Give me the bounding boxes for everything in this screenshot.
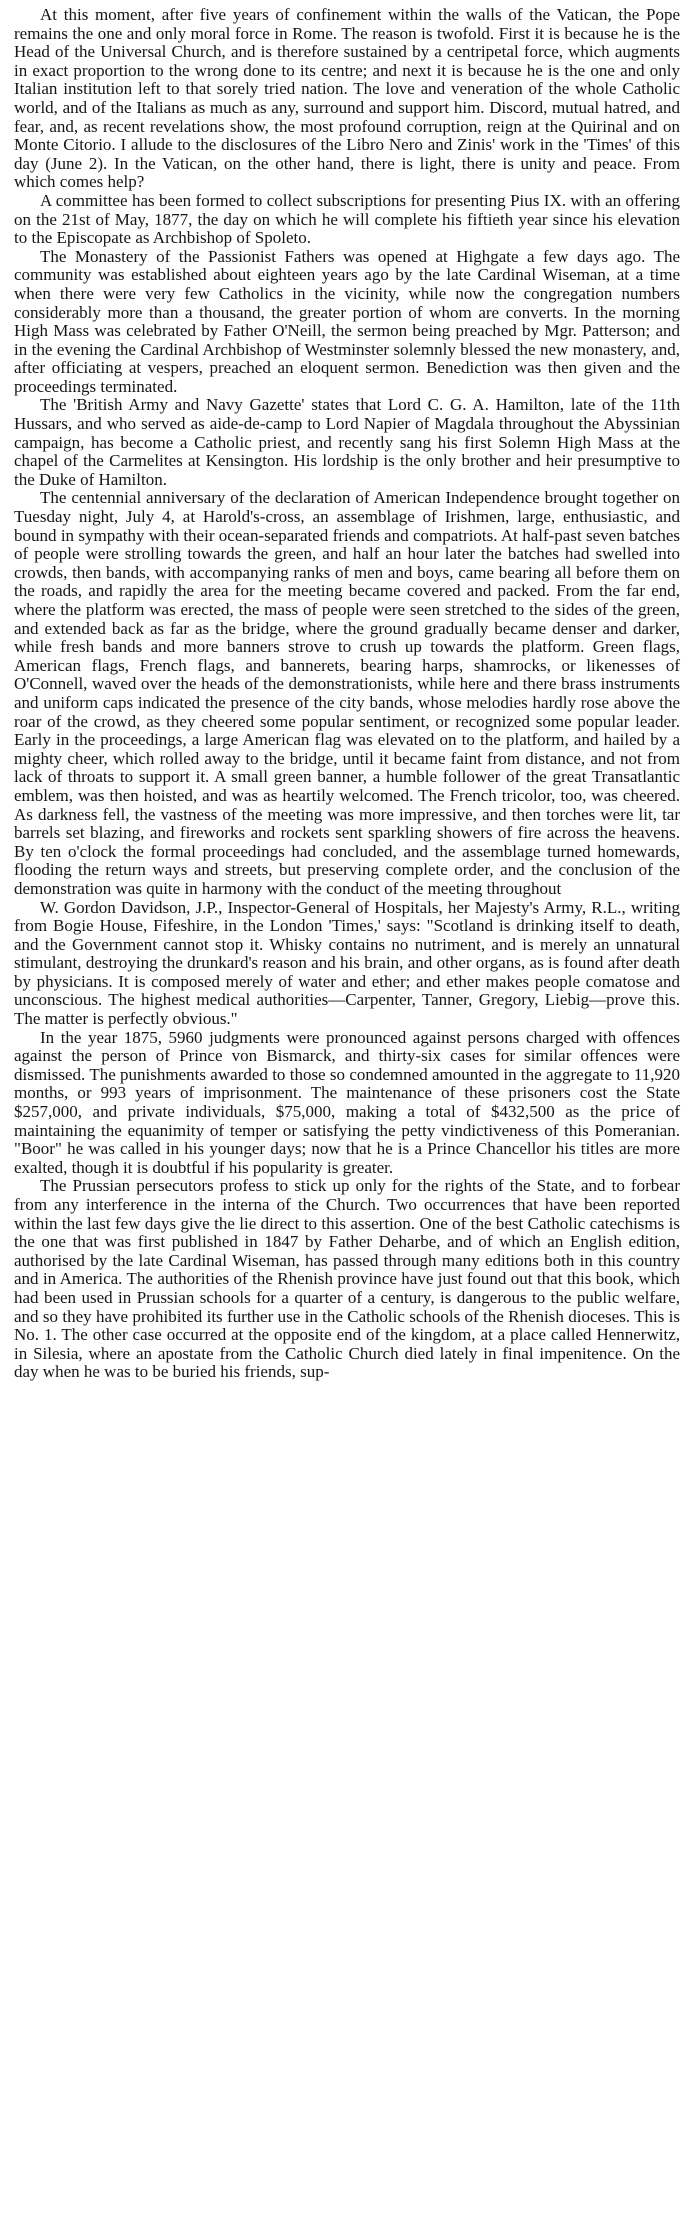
paragraph-centennial-anniversary: The centennial anniversary of the declaration of American Independence brought together on Tuesday night, July 4, at Harold's-cross, an assemblage of Irishmen, large, enthusiastic, and bound in sympathy with their ocean-separated friends and compatriots. At half-past seven batches of people were strolling towards the green, and half an hour later the batches had swelled into crowds, then bands, with accompanying ranks of men and boys, came bearing all before them on the roads, and rapidly the area for the meeting became covered and packed. From the far end, where the platform was erected, the mass of people were seen stretched to the sides of the green, and extended back as far as the bridge, where the ground gradually became denser and darker, while fresh bands and more banners strove to crush up towards the platform. Green flags, American flags, French flags, and bannerets, bearing harps, shamrocks, or likenesses of O'Connell, waved over the heads of the demonstrationists, while here and there brass instruments and uniform caps indicated the presence of the city bands, whose melodies hardly rose above the roar of the crowd, as they cheered some popular sentiment, or recognized some popular leader. Early in the proceedings, a large American flag was elevated on to the platform, and hailed by a mighty cheer, which rolled away to the bridge, until it became faint from distance, and not from lack of throats to support it. A small green banner, a humble follower of the great Transatlantic emblem, was then hoisted, and was as heartily welcomed. The French tricolor, too, was cheered. As darkness fell, the vastness of the meeting was more impressive, and then torches were lit, tar barrels set blazing, and fireworks and rockets sent sparkling showers of fire across the heavens. By ten o'clock the formal proceedings had concluded, and the assemblage turned homewards, flooding the return ways and streets, but preserving complete order, and the conclusion of the demonstration was quite in harmony with the conduct of the meeting throughout: [14, 488, 680, 898]
paragraph-davidson-whisky: W. Gordon Davidson, J.P., Inspector-General of Hospitals, her Majesty's Army, R.L., writing from Bogie House, Fifeshire, in the London 'Times,' says: "Scotland is drinking itself to death, and the Government cannot stop it. Whisky contains no nutriment, and is merely an unnatural stimulant, destroying the drunkard's reason and his brain, and other organs, as is found after death by physicians. It is composed merely of water and ether; and ether makes people comatose and unconscious. The highest medical authorities—Carpenter, Tanner, Gregory, Liebig—prove this. The matter is perfectly obvious.": [14, 897, 680, 1029]
paragraph-passionist-monastery: The Monastery of the Passionist Fathers was opened at Highgate a few days ago. The community was established about eighteen years ago by the late Cardinal Wiseman, at a time when there were very few Catholics in the vicinity, while now the congregation numbers considerably more than a thousand, the greater portion of whom are converts. In the morning High Mass was celebrated by Father O'Neill, the sermon being preached by Mgr. Patterson; and in the evening the Cardinal Archbishop of Westminster solemnly blessed the new monastery, and, after officiating at vespers, preached an eloquent sermon. Benediction was then given and the proceedings terminated.: [14, 246, 680, 396]
paragraph-lord-hamilton: The 'British Army and Navy Gazette' states that Lord C. G. A. Hamilton, late of the 11th Hussars, and who served as aide-de-camp to Lord Napier of Magdala throughout the Abyssinian campaign, has become a Catholic priest, and recently sang his first Solemn High Mass at the chapel of the Carmelites at Kensington. His lordship is the only brother and heir presumptive to the Duke of Hamilton.: [14, 395, 680, 489]
paragraph-pius-committee: A committee has been formed to collect subscriptions for presenting Pius IX. with an offering on the 21st of May, 1877, the day on which he will complete his fiftieth year since his elevation to the Episcopate as Archbishop of Spoleto.: [14, 190, 680, 248]
paragraph-prussian-persecutors: The Prussian persecutors profess to stick up only for the rights of the State, and to forbear from any interference in the interna of the Church. Two occurrences that have been reported within the last few days give the lie direct to this assertion. One of the best Catholic catechisms is the one that was first published in 1847 by Father Deharbe, and of which an English edition, authorised by the late Cardinal Wiseman, has passed through many editions both in this country and in America. The authorities of the Rhenish province have just found out that this book, which had been used in Prussian schools for a quarter of a century, is dangerous to the public welfare, and so they have prohibited its further use in the Catholic schools of the Rhenish dioceses. This is No. 1. The other case occurred at the opposite end of the kingdom, at a place called Hennerwitz, in Silesia, where an apostate from the Catholic Church died lately in final impenitence. On the day when he was to be buried his friends, sup-: [14, 1176, 680, 1382]
text-column: [14, 6, 680, 1382]
paragraph-bismarck-judgments: In the year 1875, 5960 judgments were pronounced against persons charged with offences against the person of Prince von Bismarck, and thirty-six cases for similar offences were dismissed. The punishments awarded to those so condemned amounted in the aggregate to 11,920 months, or 993 years of imprisonment. The maintenance of these prisoners cost the State $257,000, and private individuals, $75,000, making a total of $432,500 as the price of maintaining the equanimity of temper or satisfying the petty vindictiveness of this Pomeranian. "Boor" he was called in his younger days; now that he is a Prince Chancellor his titles are more exalted, though it is doubtful if his popularity is greater.: [14, 1027, 680, 1177]
paragraph-pope-vatican: At this moment, after five years of confinement within the walls of the Vatican, the Pope remains the one and only moral force in Rome. The reason is twofold. First it is because he is the Head of the Universal Church, and is therefore sustained by a centripetal force, which augments in exact proportion to the wrong done to its centre; and next it is because he is the one and only Italian institution left to that sorely tried nation. The love and veneration of the whole Catholic world, and of the Italians as much as any, surround and support him. Discord, mutual hatred, and fear, and, as recent revelations show, the most profound corruption, reign at the Quirinal and on Monte Citorio. I allude to the disclosures of the Libro Nero and Zinis' work in the 'Times' of this day (June 2). In the Vatican, on the other hand, there is light, there is unity and peace. From which comes help?: [14, 5, 680, 192]
